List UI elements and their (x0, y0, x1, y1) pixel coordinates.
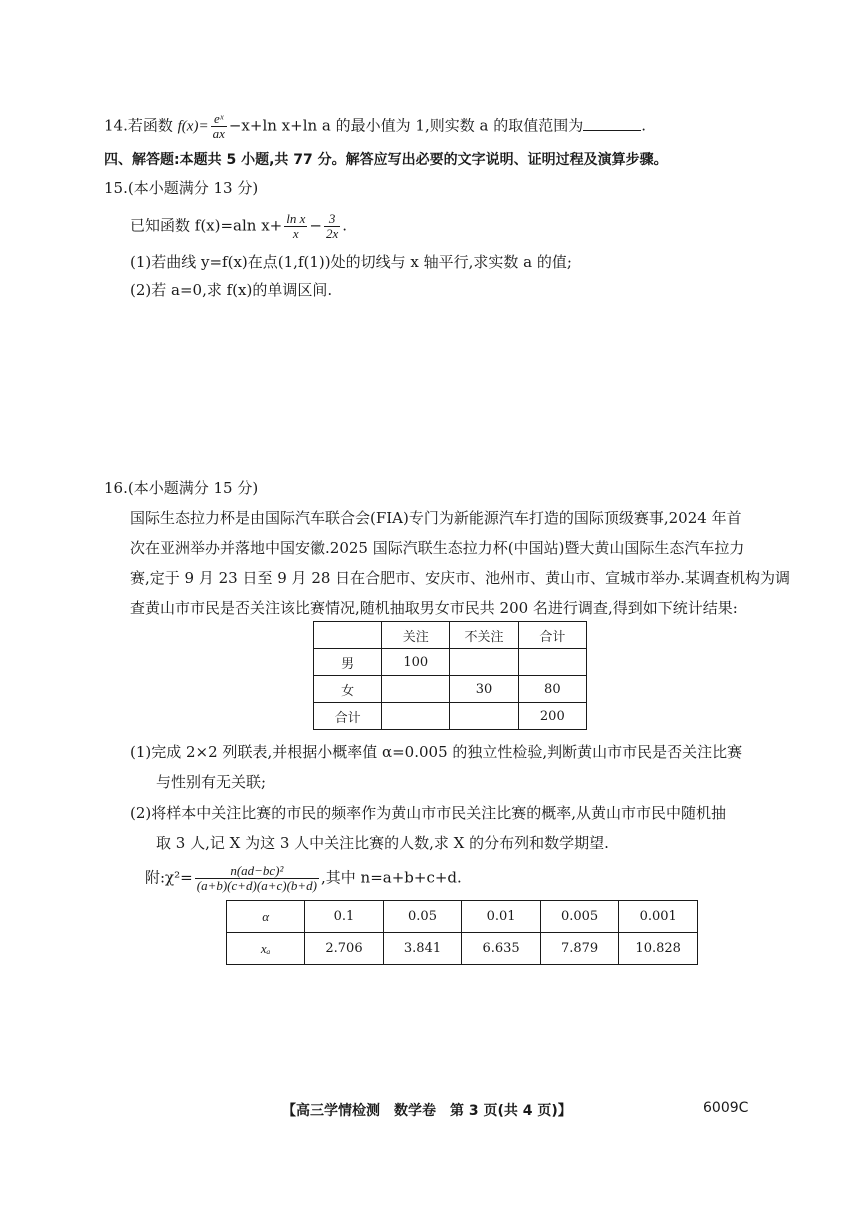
table-cell: 10.828 (619, 933, 698, 965)
q16-para-line-1: 国际生态拉力杯是由国际汽车联合会(FIA)专门为新能源汽车打造的国际顶级赛事,2024 年首 (130, 509, 742, 527)
table-cell: 0.05 (383, 901, 462, 933)
table-row (227, 901, 698, 933)
table-cell: 200 (518, 703, 586, 730)
q14-rest: −x+ln x+ln a 的最小值为 1,则实数 a 的取值范围为 (228, 116, 584, 135)
chi-square-fraction (195, 864, 319, 893)
table-cell: 6.635 (462, 933, 541, 965)
q14-frac-numerator: eˣ (211, 112, 227, 127)
table-cell: 100 (382, 649, 450, 676)
q16-part-2-line-2: 取 3 人,记 X 为这 3 人中关注比赛的人数,求 X 的分布列和数学期望. (156, 834, 609, 852)
table-cell (518, 649, 586, 676)
table-cell: 0.005 (540, 901, 619, 933)
q15-minus: − (309, 216, 322, 235)
table-cell: 合计 (314, 703, 382, 730)
q16-part-2-line-1: (2)将样本中关注比赛的市民的频率作为黄山市市民关注比赛的概率,从黄山市市民中随机抽 (130, 804, 727, 822)
table-cell (314, 622, 382, 649)
q15-given (130, 212, 347, 241)
table-cell: 0.001 (619, 901, 698, 933)
contingency-table (313, 621, 587, 730)
table-cell: α (227, 901, 305, 933)
table-cell: 男 (314, 649, 382, 676)
q16-para-line-2: 次在亚洲举办并落地中国安徽.2025 国际汽联生态拉力杯(中国站)暨大黄山国际生态汽车拉力 (130, 539, 745, 557)
table-row (314, 703, 587, 730)
q15-frac1-denominator: x (292, 226, 299, 241)
table-cell: 7.879 (540, 933, 619, 965)
q15-fraction-1 (284, 212, 307, 241)
table-cell: 3.841 (383, 933, 462, 965)
q16-para-line-4: 查黄山市市民是否关注该比赛情况,随机抽取男女市民共 200 名进行调查,得到如下统计结果: (130, 599, 738, 617)
q14-fraction (211, 112, 227, 141)
q14-function: f(x)= (177, 118, 209, 135)
appendix-end: ,其中 n=a+b+c+d. (321, 868, 462, 887)
table-cell: 0.1 (305, 901, 384, 933)
q15-part-2: (2)若 a=0,求 f(x)的单调区间. (130, 281, 333, 299)
q16-appendix (145, 864, 462, 893)
q16-header: 16.(本小题满分 15 分) (104, 479, 259, 497)
table-cell: 女 (314, 676, 382, 703)
table-cell: 0.01 (462, 901, 541, 933)
table-header-cell: 关注 (382, 622, 450, 649)
q15-given-end: . (342, 216, 348, 235)
table-header-row (314, 622, 587, 649)
page-footer: 【高三学情检测 数学卷 第 3 页(共 4 页)】 (282, 1103, 572, 1119)
q15-frac1-numerator: ln x (286, 211, 306, 226)
q14-lead: 14.若函数 (104, 116, 178, 135)
table-header-cell: 不关注 (450, 622, 518, 649)
q16-para-line-3: 赛,定于 9 月 23 日至 9 月 28 日在合肥市、安庆市、池州市、黄山市、宣城市举办.某调查机构为调 (130, 569, 790, 587)
critical-value-table (226, 900, 698, 965)
table-cell (382, 703, 450, 730)
table-header-cell: 合计 (518, 622, 586, 649)
q14-frac-denominator: ax (212, 126, 225, 141)
q15-given-lead: 已知函数 f(x)=aln x+ (130, 216, 283, 235)
q16-part-1-line-2: 与性别有无关联; (156, 773, 267, 791)
q15-header: 15.(本小题满分 13 分) (104, 179, 259, 197)
table-cell (450, 649, 518, 676)
table-cell (450, 703, 518, 730)
q15-frac2-numerator: 3 (324, 212, 340, 227)
chi-square-denominator: (a+b)(c+d)(a+c)(b+d) (196, 878, 317, 893)
table-cell: 30 (450, 676, 518, 703)
q16-part-1-line-1: (1)完成 2×2 列联表,并根据小概率值 α=0.005 的独立性检验,判断黄山市市民是否关注比赛 (130, 743, 743, 761)
q15-fraction-2 (324, 212, 340, 241)
paper-code: 6009C (703, 1100, 749, 1116)
question-14 (104, 112, 646, 141)
section-4-heading: 四、解答题:本题共 5 小题,共 77 分。解答应写出必要的文字说明、证明过程及演算步骤。 (104, 152, 668, 168)
q15-frac2-denominator: 2x (325, 226, 339, 241)
q14-end: . (641, 116, 646, 135)
table-row (227, 933, 698, 965)
q14-answer-blank[interactable] (583, 116, 641, 131)
chi-square-numerator: n(ad−bc)² (195, 864, 319, 879)
q15-part-1: (1)若曲线 y=f(x)在点(1,f(1))处的切线与 x 轴平行,求实数 a 的值; (130, 253, 572, 271)
table-row (314, 649, 587, 676)
table-row (314, 676, 587, 703)
table-cell: 80 (518, 676, 586, 703)
table-cell (382, 676, 450, 703)
appendix-lead: 附:χ²= (145, 868, 193, 887)
table-cell: 2.706 (305, 933, 384, 965)
table-cell: xₐ (227, 933, 305, 965)
